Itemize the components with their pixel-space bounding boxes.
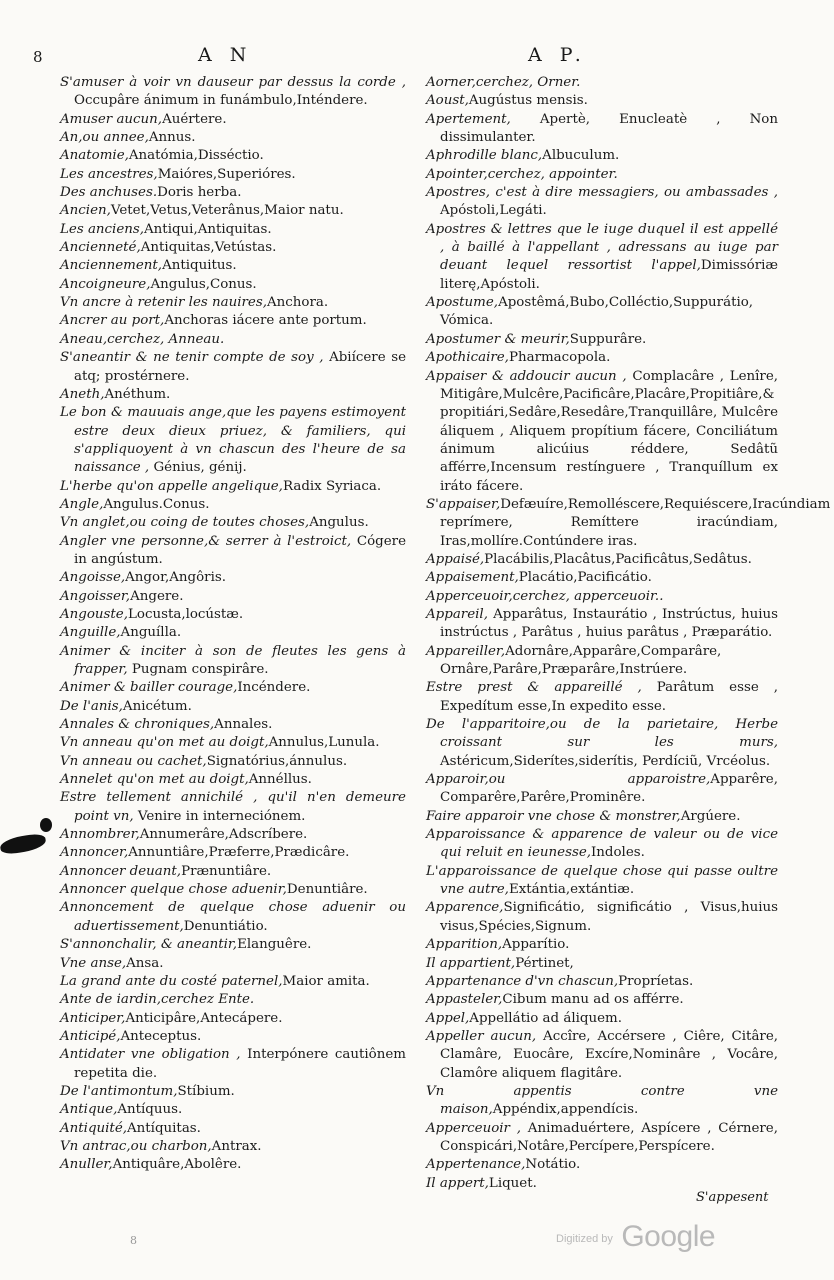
dictionary-entry <box>60 294 406 312</box>
entry-french: Vn appentis contre vne maison, <box>426 1083 778 1118</box>
entry-latin: Augústus mensis. <box>468 93 588 109</box>
entry-french: Anticiper, <box>60 1010 126 1026</box>
dictionary-entry <box>426 111 778 148</box>
dictionary-entry <box>60 826 406 844</box>
entry-french: Apointer,cerchez, appointer. <box>426 166 618 182</box>
entry-latin: Antiquitus. <box>162 258 237 274</box>
dictionary-entry <box>426 184 778 221</box>
entry-french: Apparoir,ou apparoistre, <box>426 772 711 788</box>
entry-latin: Maióres,Superióres. <box>157 166 296 182</box>
entry-latin: Suppurâre. <box>569 331 647 347</box>
dictionary-entry <box>60 1083 406 1101</box>
entry-latin: Auértere. <box>162 111 227 127</box>
entry-french: Aneau,cerchez, Anneau. <box>60 331 225 347</box>
dictionary-entry <box>426 991 778 1009</box>
entry-latin: Antiquâre,Abolêre. <box>112 1157 242 1173</box>
entry-latin: Radix Syriaca. <box>282 478 382 494</box>
dictionary-entry <box>426 349 778 367</box>
entry-latin: Antiquitas,Vetústas. <box>140 240 277 256</box>
entry-french: Appaiser & addoucir aucun , <box>426 368 627 384</box>
entry-latin: Placábilis,Placâtus,Pacificâtus,Sedâtus. <box>484 551 752 567</box>
entry-latin: Notátio. <box>525 1157 581 1173</box>
entry-french: Les anciens, <box>60 221 145 237</box>
dictionary-entry <box>60 1046 406 1083</box>
entry-latin: Stíbium. <box>177 1083 235 1099</box>
entry-latin: Adornâre,Apparâre,Comparâre, Ornâre,Parâre,Præparâre,Instrúere. <box>440 643 722 677</box>
entry-latin: Anchoras iácere ante portum. <box>164 313 367 329</box>
entry-latin: Antíquus. <box>117 1102 183 1118</box>
dictionary-entry <box>426 166 778 184</box>
dictionary-entry <box>60 588 406 606</box>
entry-french: Anatomie, <box>60 148 129 164</box>
dictionary-entry <box>426 1028 778 1083</box>
dictionary-entry <box>426 1083 778 1120</box>
dictionary-entry <box>426 1156 778 1174</box>
dictionary-entry <box>426 606 778 643</box>
dictionary-entry <box>60 771 406 789</box>
entry-french: Annoncement de quelque chose aduenir ou aduertissement, <box>60 900 406 934</box>
dictionary-entry <box>60 514 406 532</box>
dictionary-entry <box>60 533 406 570</box>
entry-french: Vn ancre à retenir les nauires, <box>60 295 267 311</box>
entry-latin: Angulus,Conus. <box>150 276 257 292</box>
entry-french: Il appartient, <box>426 955 516 971</box>
entry-french: De l'antimontum, <box>60 1083 178 1099</box>
dictionary-entry <box>60 221 406 239</box>
entry-latin: Annuntiâre,Præferre,Prædicâre. <box>128 845 350 861</box>
entry-french: Annales & chroniques, <box>60 717 215 733</box>
entry-french: Apperceuoir , <box>426 1120 521 1136</box>
entry-latin: Dimissóriæ literę,Apóstoli. <box>440 258 778 292</box>
dictionary-entry <box>426 771 778 808</box>
entry-latin: Indoles. <box>591 845 645 861</box>
entry-latin: Abiícere se atq; prostérnere. <box>74 350 406 384</box>
entry-latin: Anguílla. <box>120 625 182 641</box>
dictionary-entry <box>60 166 406 184</box>
entry-french: Antiquité, <box>60 1120 127 1136</box>
dictionary-entry <box>60 349 406 386</box>
dictionary-entry <box>426 551 778 569</box>
entry-french: Angler vne personne,& serrer à l'estroict, <box>60 533 352 549</box>
dictionary-entry <box>60 643 406 680</box>
dictionary-entry <box>60 881 406 899</box>
entry-latin: Annulus,Lunula. <box>268 735 380 751</box>
entry-latin: Apparâtus, Instaurátio , Instrúctus, huius instrúctus , Parâtus , huius parâtus , Præparátio. <box>440 606 778 641</box>
entry-french: Appaisement, <box>426 570 519 586</box>
dictionary-entry <box>60 936 406 954</box>
dictionary-entry <box>426 92 778 110</box>
entry-french: Appeller aucun, <box>426 1028 537 1044</box>
entry-latin: Elanguêre. <box>237 937 312 953</box>
entry-french: Aneth, <box>60 386 105 402</box>
entry-latin: Signatórius,ánnulus. <box>206 753 348 769</box>
entry-latin: Parâtum esse , Expedítum esse,In expedito esse. <box>440 680 778 714</box>
page-number: 8 <box>33 48 43 66</box>
entry-french: Estre tellement annichilé , qu'il n'en demeure point vn, <box>60 790 406 824</box>
dictionary-entry <box>60 478 406 496</box>
entry-french: Anuller, <box>60 1157 113 1173</box>
dictionary-entry <box>426 221 778 294</box>
entry-latin: Anchora. <box>266 295 329 311</box>
running-head-left: A N <box>198 44 253 66</box>
dictionary-entry <box>60 1120 406 1138</box>
entry-latin: Placátio,Pacificátio. <box>518 570 652 586</box>
entry-latin: Denuntiátio. <box>183 918 268 934</box>
entry-latin: Interpónere cautiônem repetita die. <box>74 1047 406 1081</box>
entry-french: Faire apparoir vne chose & monstrer, <box>426 808 681 824</box>
dictionary-entry <box>60 899 406 936</box>
dictionary-entry <box>426 973 778 991</box>
entry-french: L'herbe qu'on appelle angelique, <box>60 478 283 494</box>
dictionary-entry <box>426 588 778 606</box>
entry-french: Estre prest & appareillé , <box>426 680 642 696</box>
entry-latin: Pugnam conspirâre. <box>127 662 269 677</box>
entry-french: De l'anis, <box>60 698 123 714</box>
entry-french: Apostres, c'est à dire messagiers, ou ambassades , <box>426 185 778 201</box>
entry-french: Le bon & mauuais ange,que les payens estimoyent estre deux dieux priuez, & familiers, qui s'appliquoyent à vn chascun des l'heure de sa naissance , <box>60 405 406 476</box>
entry-latin: Apparêre, Comparêre,Parêre,Prominêre. <box>440 772 778 806</box>
entry-french: Antique, <box>60 1102 118 1118</box>
digitized-label: Digitized by <box>556 1233 613 1245</box>
dictionary-entry <box>60 1138 406 1156</box>
dictionary-entry <box>426 496 831 551</box>
entry-french: Anticipé, <box>60 1028 121 1044</box>
dictionary-entry <box>426 1120 778 1157</box>
entry-french: La grand ante du costé paternel, <box>60 973 283 989</box>
entry-latin: Antiqui,Antiquitas. <box>144 221 272 237</box>
dictionary-entry <box>60 312 406 330</box>
dictionary-entry <box>60 147 406 165</box>
dictionary-entry <box>60 74 406 111</box>
entry-latin: Antíquitas. <box>127 1120 201 1136</box>
entry-french: Annoncer, <box>60 845 129 861</box>
entry-french: Apostumer & meurir, <box>426 331 570 347</box>
dictionary-entry <box>426 331 778 349</box>
entry-latin: Argúere. <box>680 808 741 824</box>
entry-french: Vn antrac,ou charbon, <box>60 1138 212 1154</box>
dictionary-entry <box>60 955 406 973</box>
entry-latin: Doris herba. <box>157 185 242 201</box>
entry-french: Les ancestres, <box>60 166 158 182</box>
entry-latin: Annales. <box>214 717 273 733</box>
entry-latin: Liquet. <box>488 1175 537 1191</box>
entry-latin: Cógere in angústum. <box>74 533 406 567</box>
entry-latin: Pharmacopola. <box>508 350 611 366</box>
entry-french: Antidater vne obligation , <box>60 1047 241 1063</box>
dictionary-entry <box>60 404 406 477</box>
dictionary-entry <box>60 1156 406 1174</box>
entry-french: Vn anneau qu'on met au doigt, <box>60 735 269 751</box>
dictionary-entry <box>60 606 406 624</box>
entry-latin: Incéndere. <box>237 680 311 696</box>
entry-latin: Annéllus. <box>248 772 312 788</box>
dictionary-entry <box>426 808 778 826</box>
dictionary-entry <box>426 826 778 863</box>
dictionary-entry <box>426 899 778 936</box>
catchword: S'appesent <box>696 1190 769 1205</box>
dictionary-entry <box>426 679 778 716</box>
entry-french: Vne anse, <box>60 955 127 971</box>
entry-latin: Complacâre , Lenîre, Mitigâre,Mulcêre,Pacificâre,Placâre,Propitiâre,& propitiári,Sedâre,Resedâre,Tranquillâre, Mulcêre áliquem , Aliquem propítium fácere, Conciliátum ánimum alicúius réddere, Sedâtũ afférre,Incensum restínguere , Tranquíllum ex iráto fácere. <box>440 368 778 494</box>
entry-latin: Accîre, Accérsere , Ciêre, Citâre, Clamâre, Euocâre, Excíre,Nominâre , Vocâre, Clamôre aliquem flagitâre. <box>440 1028 779 1081</box>
entry-french: Angouste, <box>60 606 128 622</box>
entry-latin: Apóstoli,Legáti. <box>440 203 547 219</box>
entry-french: Animer & inciter à son de fleutes les gens à frapper, <box>60 643 406 677</box>
entry-french: Annoncer deuant, <box>60 863 182 879</box>
dictionary-entry <box>60 331 406 349</box>
entry-french: Ancoigneure, <box>60 276 151 292</box>
entry-latin: Apertè, Enucleatè , Non dissimulanter. <box>440 111 778 146</box>
entry-latin: Occupâre ánimum in funámbulo,Inténdere. <box>74 93 368 109</box>
dictionary-entry <box>60 679 406 697</box>
entry-latin: Angere. <box>130 588 184 604</box>
dictionary-entry <box>426 1010 778 1028</box>
dictionary-entry <box>426 147 778 165</box>
entry-latin: Vetet,Vetus,Veterânus,Maior natu. <box>110 203 344 219</box>
dictionary-entry <box>60 844 406 862</box>
entry-latin: Propríetas. <box>618 973 694 989</box>
entry-latin: Astéricum,Siderítes,siderítis, Perdíciũ, Vrcéolus. <box>440 753 771 769</box>
entry-latin: Anicétum. <box>122 698 192 714</box>
entry-latin: Ansa. <box>126 955 164 971</box>
dictionary-entry <box>60 1028 406 1046</box>
entry-french: Appartenance d'vn chascun, <box>426 973 619 989</box>
entry-french: Aoust, <box>426 93 469 109</box>
entry-french: Angoisser, <box>60 588 131 604</box>
dictionary-entry <box>60 239 406 257</box>
entry-french: Aphrodille blanc, <box>426 148 543 164</box>
entry-latin: Cibum manu ad os afférre. <box>502 992 684 1008</box>
entry-french: Apothicaire, <box>426 350 509 366</box>
entry-french: Animer & bailler courage, <box>60 680 238 696</box>
dictionary-entry <box>60 184 406 202</box>
entry-french: Annoncer quelque chose aduenir, <box>60 882 287 898</box>
entry-latin: Pértinet, <box>515 955 574 971</box>
entry-latin: Antrax. <box>211 1138 262 1154</box>
entry-french: S'amuser à voir vn dauseur par dessus la corde , <box>60 75 406 90</box>
dictionary-entry <box>426 955 778 973</box>
entry-french: De l'apparitoire,ou de la parietaire, Herbe croissant sur les murs, <box>426 717 778 751</box>
entry-latin: Denuntiâre. <box>286 882 368 898</box>
entry-french: Appareiller, <box>426 643 506 659</box>
dictionary-entry <box>426 368 778 496</box>
entry-french: Apostume, <box>426 295 499 311</box>
dictionary-entry <box>60 734 406 752</box>
entry-latin: Angulus.Conus. <box>103 496 210 512</box>
entry-french: Angle, <box>60 496 104 512</box>
dictionary-entry <box>60 1010 406 1028</box>
entry-french: Appasteler, <box>426 992 503 1008</box>
entry-latin: Significátio, significátio , Visus,huius visus,Spécies,Signum. <box>440 900 778 934</box>
entry-latin: Maior amita. <box>282 973 370 989</box>
entry-latin: Angulus. <box>309 515 369 531</box>
ink-blot <box>0 832 47 856</box>
dictionary-entry <box>60 716 406 734</box>
entry-french: Appertenance, <box>426 1157 526 1173</box>
entry-latin: Prænuntiâre. <box>181 863 272 879</box>
entry-french: Appaisé, <box>426 551 485 567</box>
entry-latin: Annumerâre,Adscríbere. <box>139 827 308 843</box>
entry-french: Apertement, <box>426 111 511 127</box>
dictionary-entry <box>60 863 406 881</box>
entry-latin: Angor,Angôris. <box>125 570 226 586</box>
entry-latin: Apparítio. <box>502 937 570 953</box>
dictionary-entry <box>426 294 778 331</box>
entry-latin: Animaduértere, Aspícere , Cérnere, Conspicári,Notâre,Percípere,Perspícere. <box>440 1120 778 1154</box>
dictionary-entry <box>426 716 778 771</box>
ink-spot <box>40 818 52 832</box>
dictionary-entry <box>60 202 406 220</box>
entry-french: Appel, <box>426 1010 470 1026</box>
dictionary-entry <box>426 569 778 587</box>
entry-french: Anguille, <box>60 625 121 641</box>
right-column <box>426 74 831 1193</box>
entry-french: Ante de iardin,cerchez Ente. <box>60 992 255 1008</box>
dictionary-entry <box>426 936 778 954</box>
entry-latin: Anéthum. <box>104 386 171 402</box>
dictionary-entry <box>60 1101 406 1119</box>
entry-latin: Annus. <box>148 130 196 146</box>
dictionary-entry <box>60 496 406 514</box>
entry-french: Anciennement, <box>60 258 163 274</box>
entry-latin: Extántia,extántiæ. <box>508 882 635 898</box>
entry-french: Ancienneté, <box>60 240 141 256</box>
dictionary-entry <box>60 569 406 587</box>
dictionary-entry <box>60 111 406 129</box>
dictionary-entry <box>426 863 778 900</box>
dictionary-entry <box>60 698 406 716</box>
entry-french: Il appert, <box>426 1175 489 1191</box>
entry-latin: Albuculum. <box>542 148 620 164</box>
left-column <box>60 74 406 1175</box>
dictionary-entry <box>426 74 778 92</box>
entry-latin: Anteceptus. <box>120 1028 202 1044</box>
dictionary-entry <box>426 643 778 680</box>
entry-french: S'appaiser, <box>426 496 501 512</box>
entry-latin: Venire in interneciónem. <box>133 808 306 824</box>
entry-french: Apparence, <box>426 900 504 916</box>
entry-latin: Defæuíre,Remolléscere,Requiéscere,Iracúndiam reprímere, Remíttere iracúndiam, Iras,mollíre.Contúndere iras. <box>440 496 831 549</box>
entry-french: Des anchuses. <box>60 185 158 201</box>
entry-french: Amuser aucun, <box>60 111 163 127</box>
entry-french: Annelet qu'on met au doigt, <box>60 772 249 788</box>
dictionary-entry <box>60 991 406 1009</box>
entry-french: Apostres & lettres que le iuge duquel il est appellé , à baillé à l'appellant , adressans au iuge par deuant lequel ressortist l'appel, <box>426 221 778 274</box>
entry-french: An,ou annee, <box>60 130 149 146</box>
entry-latin: Appéndix,appendícis. <box>492 1102 639 1118</box>
entry-french: S'annonchalir, & aneantir, <box>60 937 238 953</box>
google-logo: Google <box>621 1220 716 1253</box>
dictionary-entry <box>60 257 406 275</box>
entry-french: Apparoissance & apparence de valeur ou de vice qui reluit en ieunesse, <box>426 827 778 861</box>
entry-latin: Génius, génij. <box>149 460 247 476</box>
dictionary-entry <box>60 386 406 404</box>
entry-french: Aorner,cerchez, Orner. <box>426 75 581 90</box>
entry-french: S'aneantir & ne tenir compte de soy , <box>60 350 324 366</box>
dictionary-entry <box>60 624 406 642</box>
running-head-right: A P. <box>528 44 587 66</box>
entry-latin: Locusta,locústæ. <box>128 606 244 622</box>
entry-french: Appareil, <box>426 606 488 622</box>
entry-french: Ancien, <box>60 203 111 219</box>
dictionary-entry <box>60 789 406 826</box>
entry-french: Apparition, <box>426 937 503 953</box>
entry-french: Apperceuoir,cerchez, apperceuoir.. <box>426 588 664 604</box>
entry-latin: Anticipâre,Antecápere. <box>125 1010 283 1026</box>
entry-french: Ancrer au port, <box>60 313 165 329</box>
footer-mark: 8 <box>130 1234 137 1247</box>
entry-french: Annombrer, <box>60 827 140 843</box>
entry-latin: Appellátio ad áliquem. <box>469 1010 622 1026</box>
entry-latin: Apostêmá,Bubo,Colléctio,Suppurátio, Vómica. <box>440 295 754 329</box>
entry-french: Vn anglet,ou coing de toutes choses, <box>60 515 310 531</box>
entry-french: L'apparoissance de quelque chose qui passe oultre vne autre, <box>426 863 778 898</box>
dictionary-entry <box>60 276 406 294</box>
scan-credit <box>556 1220 715 1254</box>
dictionary-entry <box>60 753 406 771</box>
entry-latin: Anatómia,Disséctio. <box>128 148 264 164</box>
entry-french: Vn anneau ou cachet, <box>60 753 207 769</box>
dictionary-entry <box>60 973 406 991</box>
entry-french: Angoisse, <box>60 570 126 586</box>
dictionary-entry <box>60 129 406 147</box>
